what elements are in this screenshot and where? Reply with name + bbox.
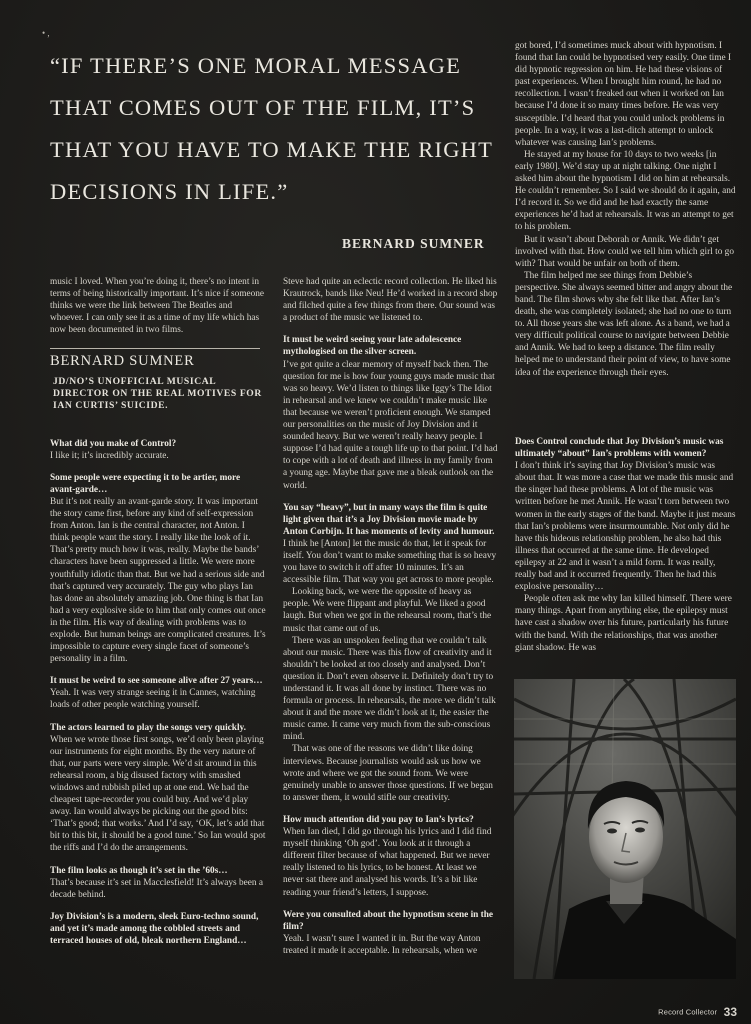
intro-paragraph: music I loved. When you’re doing it, there’s no intent in terms of being historically important. It’s nice if someone thinks we were the link between The Beatles and whoever. I can only see it as a time of my life which has now been documented in two films. (50, 277, 265, 336)
answer: Yeah. It was very strange seeing it in Cannes, watching loads of other people watching yourself. (50, 688, 256, 711)
answer: That was one of the reasons we didn’t like doing interviews. Because journalists would ask us how we wrote and where we got the sound from. We were genuinely unable to answer those questions. If we began to answer them, it would stifle our creativity. (283, 744, 493, 803)
answer: People often ask me why Ian killed himself. There were many things. Apart from anything else, the epilepsy must have cast a shadow over his future, particularly his future with the band. With the relationships, that was another giant shadow. He was (515, 594, 732, 653)
question: Does Control conclude that Joy Division’s music was ultimately “about” Ian’s problems with women? (515, 437, 724, 460)
answer: Looking back, we were the opposite of heavy as people. We were flippant and playful. We liked a good laugh. But when we got in the rehearsal room, that’s the music that came out of us. (283, 587, 492, 634)
byline-name: BERNARD SUMNER (50, 353, 195, 370)
answer: When we wrote those first songs, we’d only been playing our instruments for eight months. By the very nature of that, our parts were very simple. We’d sit around in this rehearsal room, a big disused factory with smashed windows and rubbish piled up at one end. We had the cheapest tape-recorder you could buy. And we’d play away. Ian would always be picking out the good bits: ‘That’s good; that works.’ And I’d say, ‘OK, let’s add that bit to this bit, it should be a good tune.’ So Ian would spot the riffs and I’d do the arrangements. (50, 734, 266, 854)
page-number: 33 (723, 1004, 737, 1019)
column-3-lower (515, 436, 736, 654)
column-2 (283, 276, 499, 957)
paragraph: Steve had quite an eclectic record collection. He liked his Krautrock, bands like Neu! He’d worked in a record shop and filched quite a few things from there. Our sound was a product of the music we listened to. (283, 277, 498, 324)
question: What did you make of Control? (50, 438, 177, 449)
byline-divider (50, 348, 260, 349)
answer: When Ian died, I did go through his lyrics and I did find myself thinking ‘Oh god’. You look at it through a different filter because of what happened. But we never really listened to his lyrics, to be honest. At least we never sat there and analysed his words. It’s a bit like reading your friend’s letters, I suppose. (283, 827, 492, 898)
column-1 (50, 276, 266, 947)
paragraph: The film helped me see things from Debbie’s perspective. She always seemed bitter and angry about the band. The film shows why she felt like that. After Ian’s death, she was completely isolated; she had no one to turn to. All those years she was left alone. As a band, we had a very difficult political course to navigate between Debbie and Annik. We had to keep a distance. The film really helped me to understand their point of view, to have some idea of the experience through their eyes. (515, 270, 733, 378)
paragraph: But it wasn’t about Deborah or Annik. We didn’t get involved with that. How could we tell him which girl to go with? That would be unfair on both of them. (515, 234, 734, 269)
question: How much attention did you pay to Ian’s lyrics? (283, 814, 474, 825)
question: It must be weird to see someone alive after 27 years… (50, 676, 263, 687)
question: The actors learned to play the songs very quickly. (50, 722, 247, 733)
column-3-upper (515, 40, 736, 379)
portrait-photo (514, 679, 736, 979)
answer: I think he [Anton] let the music do that, let it speak for itself. You don’t want to make something that is so heavy you have to switch it off after 10 minutes. It’s an accessible film. That way you get across to more people. (283, 538, 497, 586)
paragraph: He stayed at my house for 10 days to two weeks [in early 1980]. We’d stay up at night talking. One night I asked him about the hypnotism I did on him at rehearsals. He couldn’t remember. So I said we should do it again, and I’d record it. So we did and he had exactly the same experiences he’d had at rehearsals. It was an attempt to get to his problem. (515, 149, 736, 233)
question: The film looks as though it’s set in the ’60s… (50, 865, 228, 876)
answer: I don’t think it’s saying that Joy Division’s music was about that. It was more a case that we made this music and the singer had these problems. A lot of the music was written before he met Annik. He wasn’t torn between two women in the early stages of the band. Maybe it just means that Ian’s problems were insurmountable. Not only did he have this hideous relationship problem, he also had this illness that occurred at the same time. He developed epilepsy at 22 and it wasn’t a mild form. It was really, really bad and it occurred frequently. Then he had this explosive personality… (515, 461, 736, 593)
portrait-illustration (514, 679, 736, 979)
question: It must be weird seeing your late adolescence mythologised on the silver screen. (283, 335, 462, 358)
question: You say “heavy”, but in many ways the film is quite light given that it’s a Joy Division movie made by Anton Corbijn. It has moments of levity and humour. (283, 502, 495, 537)
answer: I like it; it’s incredibly accurate. (50, 450, 169, 461)
answer: There was an unspoken feeling that we couldn’t talk about our music. There was this flow of creativity and it shouldn’t be looked at too closely and analysed. Don’t question it. Don’t even observe it. Definitely don’t try to understand it. It was all done by instinct. There was no formula or process. In rehearsals, the more we didn’t talk about it and the more we didn’t look at it, the easier the music came. It came very much from the sub-conscious mind. (283, 635, 496, 743)
answer: But it’s not really an avant-garde story. It was important the story came first, before any kind of self-expression from Anton. Ian is the central character, not Anton. I think people want the story. I really like the look of it. That’s pretty much how it was, really. Maybe the bands’ characters have been suppressed a little. We were more youthfully idiotic than that. But we had a serious side and that’s captured very accurately. The guy who plays Ian has done an absolutely amazing job. One thing is that Ian had a very explosive side to him that only comes out once in the film. His way of dealing with problems was to explode. But human beings are complicated creatures. It’s impossible to capture every single facet of someone’s personality in a film. (50, 496, 266, 665)
pull-quote: “IF THERE’S ONE MORAL MESSAGE THAT COMES OUT OF THE FILM, IT’S THAT YOU HAVE TO MAKE THE RIGHT DECISIONS IN LIFE.” (50, 53, 493, 204)
byline-subtitle: JD/NO’S UNOFFICIAL MUSICAL DIRECTOR ON THE REAL MOTIVES FOR IAN CURTIS’ SUICIDE. (53, 375, 262, 411)
question: Were you consulted about the hypnotism scene in the film? (283, 909, 494, 932)
page-footer (658, 1003, 737, 1021)
paragraph: got bored, I’d sometimes muck about with hypnotism. I found that Ian could be hypnotised very easily. One time I did hypnotic regression on him. He had these visions of past experiences. When I brought him round, he had no recollection. I wasn’t freaked out when it worked on Ian because I’d done it so many times before. He was very susceptible. I’d heard that you could unlock problems in people. In a way, it was a last-ditch attempt to unlock whatever was causing Ian’s problems. (515, 41, 732, 148)
question: Joy Division’s is a modern, sleek Euro-techno sound, and yet it’s made among the cobbled streets and terraced houses of old, bleak northern England… (50, 911, 259, 947)
pull-quote-attribution: BERNARD SUMNER (342, 236, 485, 251)
answer: I’ve got quite a clear memory of myself back then. The question for me is how four young guys made music that was so heavy. We’d listen to things like Iggy’s The Idiot in rehearsal and we knew we couldn’t make music like that because we weren’t proficient enough. We stamped our personalities on the music of Joy Division and it sounded heavy. But we weren’t really heavy people. I suppose I’d had quite a tough life up to that point. I’d had to cope with a lot of death and illness in my family from a young age. Maybe that gave me a bleak outlook on the world. (283, 359, 498, 491)
question: Some people were expecting it to be artier, more avant-garde… (50, 472, 241, 495)
publication-name: Record Collector (658, 1007, 718, 1017)
corner-mark: • , (42, 28, 50, 38)
answer: That’s because it’s set in Macclesfield! It’s always been a decade behind. (50, 877, 263, 900)
answer: Yeah. I wasn’t sure I wanted it in. But the way Anton treated it made it acceptable. In rehearsals, when we (283, 933, 481, 956)
